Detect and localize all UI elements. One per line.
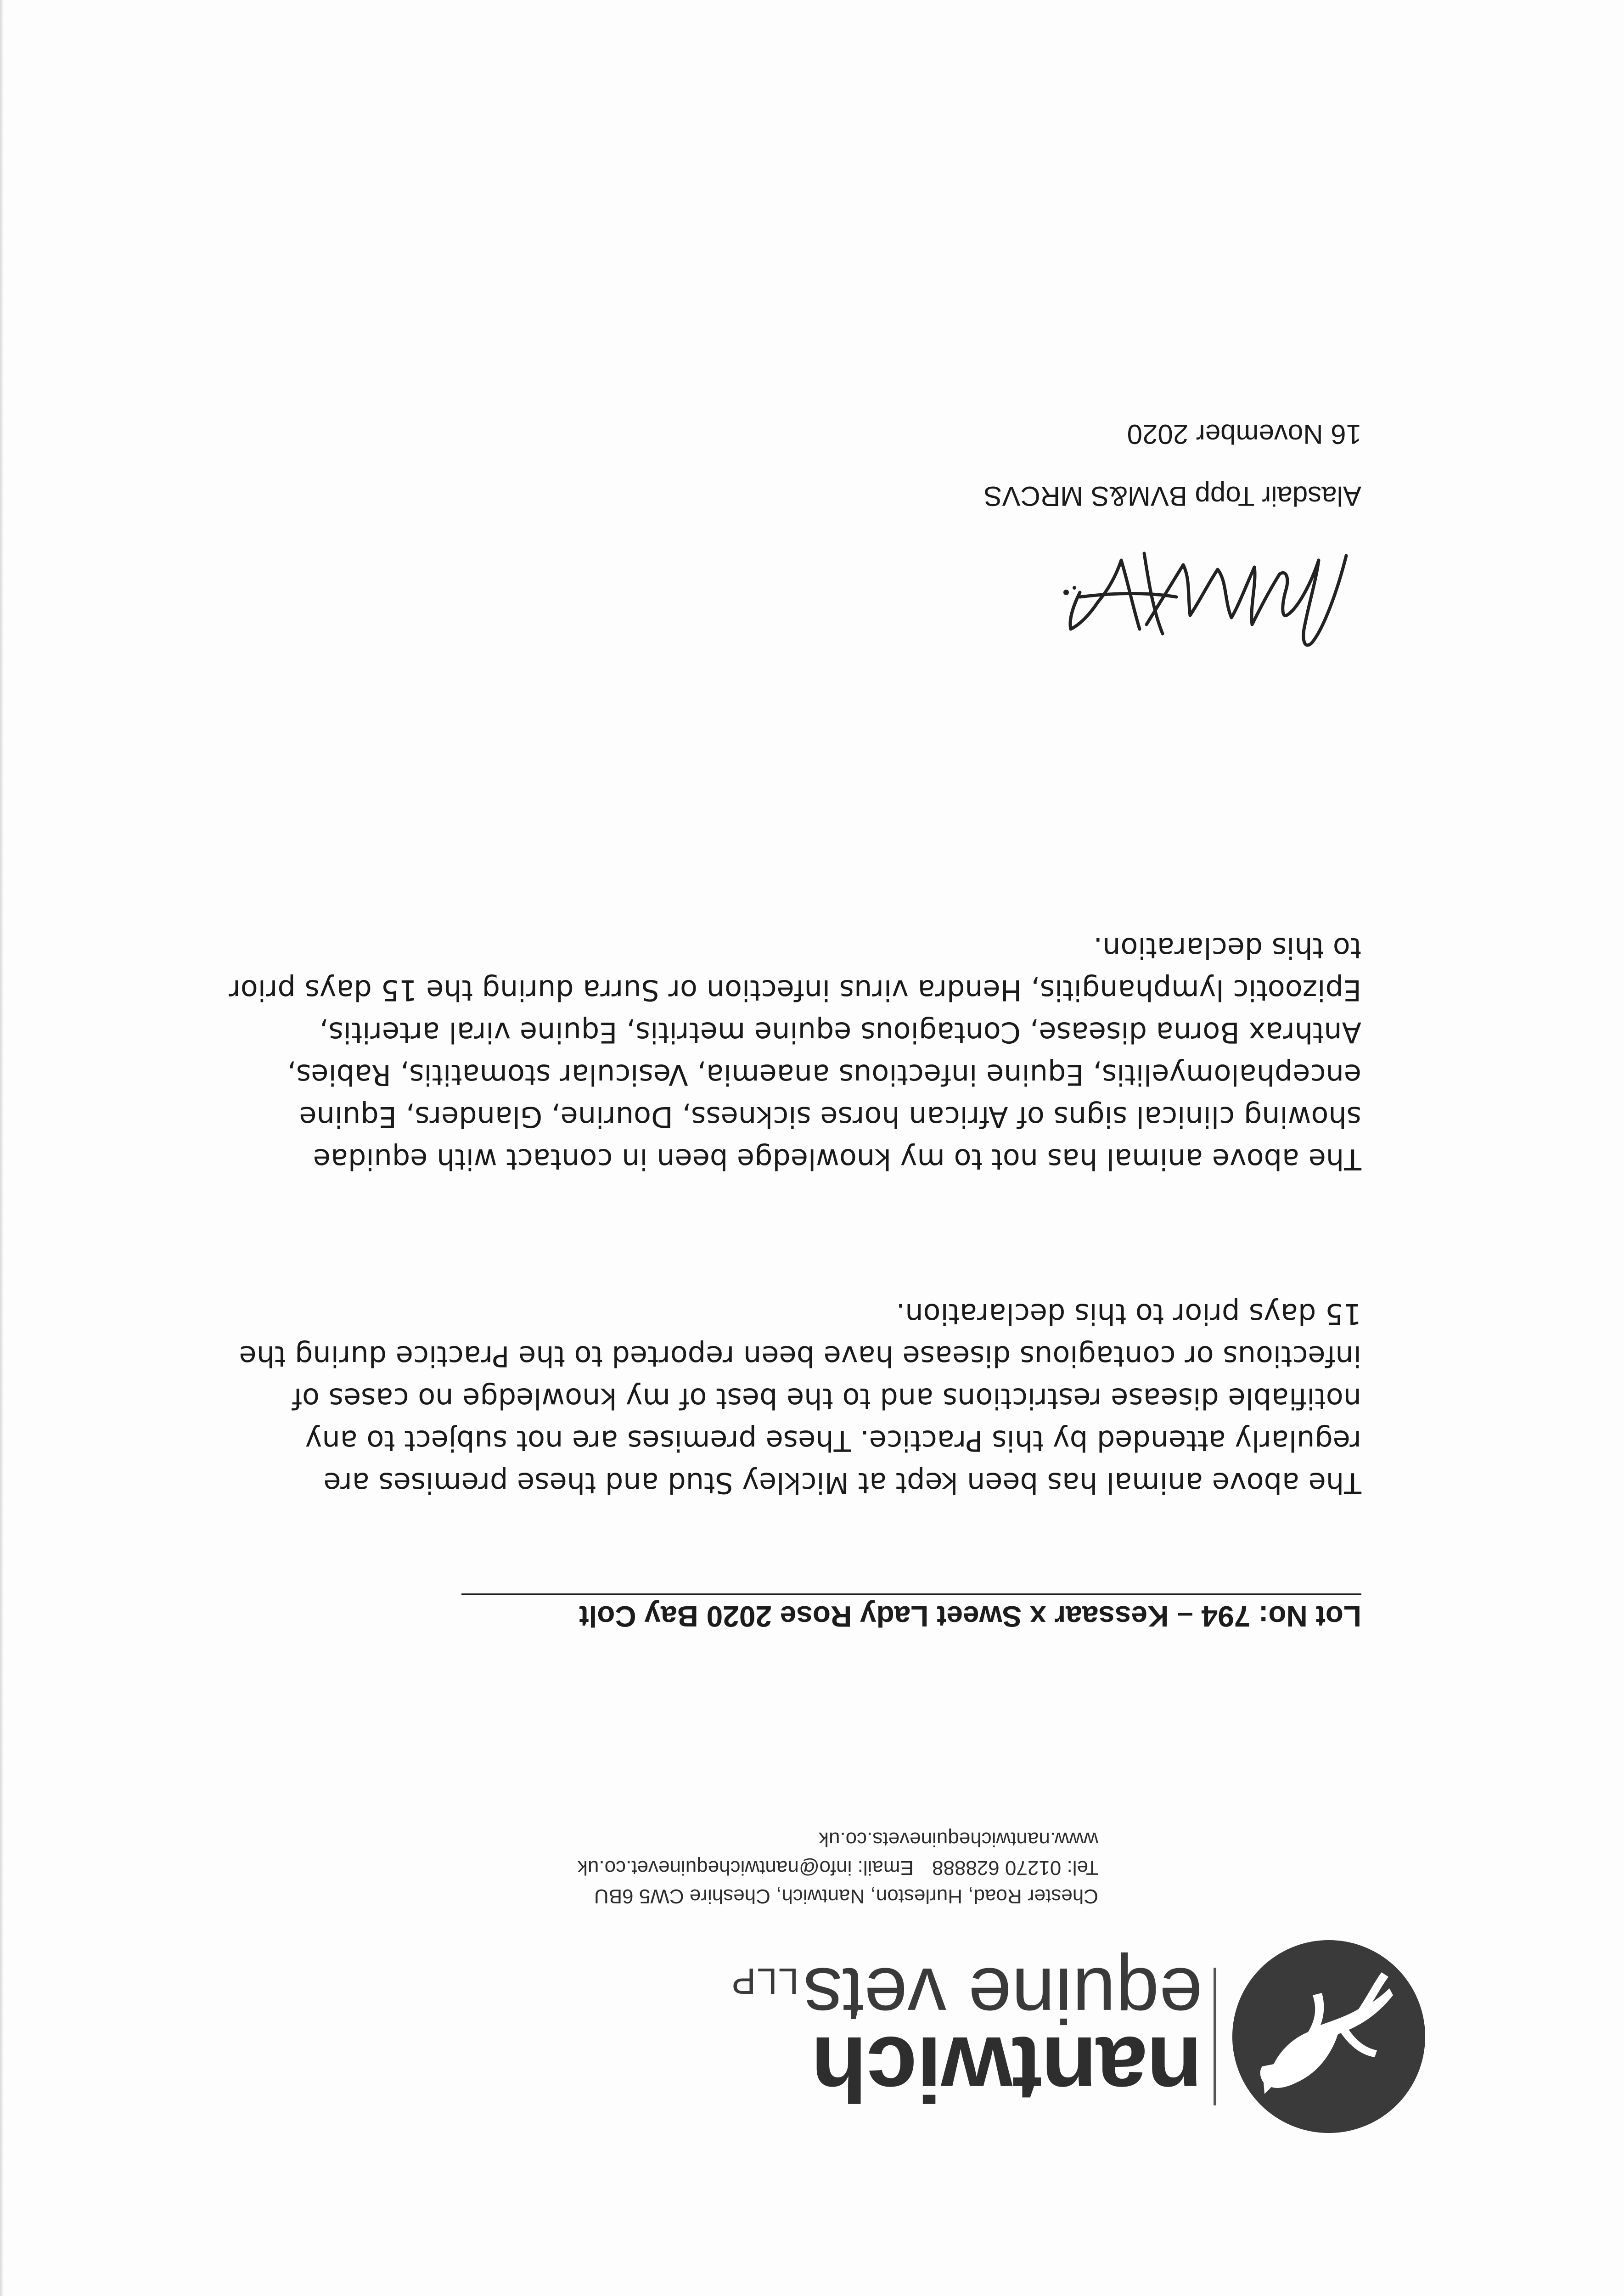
phone-number: Tel: 01270 628888: [932, 1857, 1098, 1879]
lot-heading: Lot No: 794 – Kessaar x Sweet Lady Rose 2020 Bay Colt: [461, 1593, 1361, 1635]
phone-email-line: [578, 1853, 1098, 1882]
paragraph-line: The above animal has not to my knowledge been in contact with equidae: [313, 1142, 1361, 1176]
brand-name: nantwich: [812, 2018, 1203, 2120]
premises-declaration-paragraph: [168, 1293, 1361, 1504]
paragraph-line: notifiable disease restrictions and to the best of my knowledge no cases of: [292, 1382, 1361, 1415]
leaping-horse-logo-icon: [1232, 1940, 1425, 2133]
practice-logo: [731, 1940, 1425, 2133]
scan-edge-shadow: [0, 0, 4, 2296]
brand-subtitle: [731, 1942, 1203, 2039]
paragraph-line: Anthrax Borna disease, Contagious equine metritis, Equine viral arteritis,: [319, 1016, 1361, 1049]
address-line: Chester Road, Hurleston, Nantwich, Cheshire CW5 6BU: [594, 1885, 1098, 1908]
signatory-name: Alasdair Topp BVM&S MRCVS: [983, 481, 1361, 512]
brand-suffix: LLP: [731, 1961, 799, 2002]
paragraph-line: regularly attended by this Practice. These premises are not subject to any: [305, 1424, 1361, 1458]
paragraph-line: to this declaration.: [1093, 931, 1361, 965]
paragraph-line: showing clinical signs of African horse sickness, Dourine, Glanders, Equine: [299, 1100, 1361, 1134]
logo-divider: [1214, 1968, 1216, 2105]
paragraph-line: encephalomyelitis, Equine infectious anaemia, Vesicular stomatitis, Rabies,: [287, 1058, 1361, 1092]
handwritten-signature: [1057, 542, 1355, 661]
paragraph-line: The above animal has been kept at Mickley Stud and these premises are: [323, 1466, 1361, 1500]
paragraph-line: Epizootic lymphangitis, Hendra virus infection or Surra during the 15 days prior: [229, 974, 1361, 1007]
paragraph-line: 15 days prior to this declaration.: [896, 1297, 1361, 1331]
brand-subtitle-text: equine vets: [803, 1952, 1203, 2039]
letter-date: 16 November 2020: [1127, 419, 1361, 450]
contact-declaration-paragraph: [168, 927, 1361, 1180]
website-url: www.nantwichequinevets.co.uk: [819, 1828, 1098, 1851]
contact-block: [578, 1825, 1098, 1910]
email-address: Email: info@nantwichequinevet.co.uk: [577, 1857, 914, 1879]
paragraph-line: infectious or contagious disease have been reported to the Practice during the: [239, 1339, 1361, 1373]
